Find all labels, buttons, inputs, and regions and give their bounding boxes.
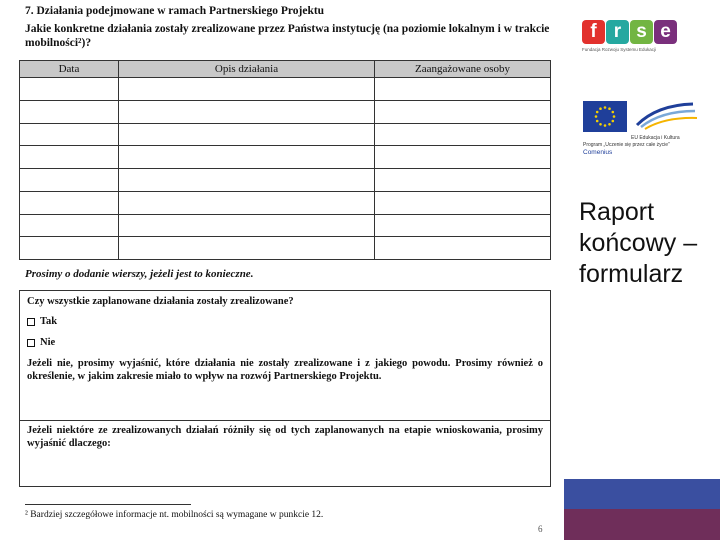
frse-logo — [582, 20, 682, 70]
table-row — [20, 237, 551, 260]
table-row — [20, 123, 551, 146]
table-cell — [20, 214, 119, 237]
table-row — [20, 146, 551, 169]
activities-table — [19, 60, 551, 260]
slide-title — [579, 197, 720, 290]
option-yes-label: Tak — [40, 316, 58, 327]
add-rows-note: Prosimy o dodanie wierszy, jeżeli jest to konieczne. — [25, 268, 254, 280]
table-cell — [375, 123, 551, 146]
completion-question: Czy wszystkie zaplanowane działania zostały zrealizowane? — [27, 296, 294, 307]
column-header-description: Opis działania — [119, 61, 375, 78]
llp-caption — [583, 135, 703, 156]
table-cell — [119, 78, 375, 101]
table-row — [20, 78, 551, 101]
frse-letter-e: e — [654, 20, 677, 44]
table-cell — [20, 191, 119, 214]
eu-flag-icon — [583, 101, 627, 132]
eu-education-label: EU Edukacja i Kultura — [631, 135, 680, 141]
completion-box — [19, 290, 551, 421]
table-cell — [375, 100, 551, 123]
table-row — [20, 100, 551, 123]
table-cell — [119, 237, 375, 260]
checkbox-icon[interactable] — [27, 318, 35, 326]
lifelong-learning-icon — [635, 101, 699, 136]
table-cell — [375, 191, 551, 214]
table-cell — [119, 191, 375, 214]
frse-letter-r: r — [606, 20, 629, 44]
frse-caption: Fundacja Rozwoju Systemu Edukacji — [582, 47, 657, 52]
option-no[interactable] — [27, 336, 543, 349]
section-heading: 7. Działania podejmowane w ramach Partnerskiego Projektu — [25, 5, 325, 17]
table-row — [20, 191, 551, 214]
decor-bar-blue — [564, 479, 720, 509]
table-cell — [20, 100, 119, 123]
table-cell — [20, 123, 119, 146]
table-cell — [375, 78, 551, 101]
table-cell — [375, 237, 551, 260]
frse-letter-f: f — [582, 20, 605, 44]
table-cell — [20, 78, 119, 101]
completion-explanation: Jeżeli nie, prosimy wyjaśnić, które działania nie zostały zrealizowane i z jakiego powodu. Prosimy również o określenie, w jakim zakresie miało to wpływ na rozwój Partnerskiego Projektu. — [27, 358, 543, 382]
table-cell — [119, 214, 375, 237]
slide-title-line: Raport — [579, 198, 655, 226]
table-cell — [119, 100, 375, 123]
table-cell — [119, 146, 375, 169]
checkbox-icon[interactable] — [27, 339, 35, 347]
table-cell — [20, 146, 119, 169]
table-cell — [20, 169, 119, 192]
table-cell — [375, 146, 551, 169]
llp-logo — [583, 101, 703, 159]
decor-bar-purple — [564, 509, 720, 540]
option-yes[interactable] — [27, 315, 543, 328]
comenius-label: Comenius — [583, 149, 613, 156]
table-row — [20, 169, 551, 192]
column-header-date: Data — [20, 61, 119, 78]
program-label: Program „Uczenie się przez całe życie” — [583, 142, 670, 148]
table-cell — [119, 169, 375, 192]
footnote: ² Bardziej szczegółowe informacje nt. mobilności są wymagane w punkcie 12. — [25, 510, 324, 520]
option-no-label: Nie — [40, 337, 56, 348]
table-cell — [375, 169, 551, 192]
page-number: 6 — [538, 524, 543, 534]
table-cell — [20, 237, 119, 260]
frse-letter-s: s — [630, 20, 653, 44]
table-row — [20, 214, 551, 237]
slide-title-line: końcowy – — [579, 229, 698, 257]
slide-title-line: formularz — [579, 260, 684, 288]
column-header-people: Zaangażowane osoby — [375, 61, 551, 78]
table-cell — [375, 214, 551, 237]
differences-question: Jeżeli niektóre ze zrealizowanych działań różniły się od tych zaplanowanych na etapie wnioskowania, prosimy wyjaśnić dlaczego: — [27, 425, 543, 449]
footnote-divider — [25, 504, 191, 505]
differences-box — [19, 420, 551, 487]
table-header-row — [20, 61, 551, 78]
activities-question: Jakie konkretne działania zostały zrealizowane przez Państwa instytucję (na poziomie lokalnym i w trakcie mobilności²)? — [25, 23, 550, 49]
table-cell — [119, 123, 375, 146]
